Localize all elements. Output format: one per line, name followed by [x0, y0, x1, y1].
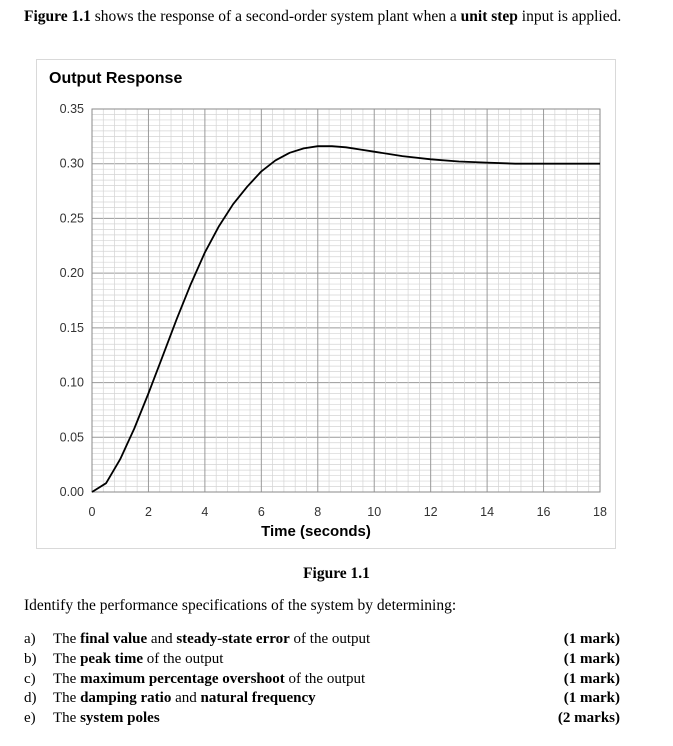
question-text [53, 650, 564, 670]
x-tick-label: 2 [144, 505, 152, 519]
question-mark: (1 mark) [563, 631, 620, 647]
question-emphasis: peak time [80, 650, 143, 667]
question-emphasis: damping ratio [80, 690, 172, 707]
x-tick-label: 14 [480, 505, 495, 519]
question-item [24, 630, 620, 650]
y-tick-label: 0.30 [59, 156, 84, 171]
x-tick-label: 0 [88, 505, 96, 519]
x-tick-label: 10 [367, 505, 382, 519]
question-letter: e) [24, 710, 36, 727]
question-text [53, 630, 564, 650]
response-curve [92, 146, 600, 492]
question-emphasis: maximum percentage overshoot [80, 670, 285, 687]
question-letter: b) [24, 650, 37, 667]
chart-title: Output Response [49, 70, 183, 87]
intro-paragraph [24, 7, 644, 27]
question-text [53, 670, 564, 690]
x-tick-label: 6 [257, 505, 265, 519]
question-letter: a) [24, 631, 36, 647]
question-item [24, 650, 620, 670]
x-tick-label: 12 [423, 505, 438, 519]
question-item [24, 670, 620, 690]
question-text-part: The [53, 670, 81, 687]
y-tick-label: 0.00 [59, 485, 84, 499]
question-text-part: The [53, 710, 81, 727]
question-text-part: The [53, 631, 81, 647]
question-text-part: of the output [143, 650, 224, 667]
question-mark: (2 marks) [557, 710, 620, 727]
question-item [24, 689, 620, 709]
intro-emphasis: unit step [460, 8, 518, 25]
question-mark: (1 mark) [563, 690, 620, 707]
y-tick-label: 0.15 [59, 320, 84, 335]
question-text-part: of the output [289, 631, 371, 647]
output-response-chart [36, 59, 616, 549]
x-tick-label: 18 [593, 505, 607, 519]
question-prompt: Identify the performance specifications of the system by determining: [24, 597, 457, 614]
question-emphasis: system poles [80, 710, 160, 727]
question-list [24, 630, 620, 729]
question-text [53, 689, 564, 709]
intro-text-2: input is applied. [517, 8, 622, 25]
y-tick-label: 0.10 [59, 375, 84, 390]
figure-reference: Figure 1.1 [24, 8, 91, 25]
question-text-part: and [147, 631, 177, 647]
intro-text-1: shows the response of a second-order system plant when a [90, 8, 461, 25]
y-tick-label: 0.20 [59, 266, 84, 281]
chart-plot-area [37, 60, 615, 548]
figure-caption: Figure 1.1 [303, 565, 370, 582]
question-item [24, 709, 620, 729]
y-tick-label: 0.05 [59, 430, 84, 445]
question-emphasis: steady-state error [176, 631, 290, 647]
question-text-part: The [53, 690, 81, 707]
question-text-part: The [53, 650, 81, 667]
x-axis-label: Time (seconds) [261, 523, 371, 540]
question-letter: d) [24, 690, 37, 707]
y-tick-label: 0.25 [59, 211, 84, 226]
question-text-part: of the output [284, 670, 366, 687]
question-mark: (1 mark) [563, 670, 620, 687]
y-tick-label: 0.35 [59, 102, 84, 116]
question-emphasis: natural frequency [200, 690, 316, 707]
question-text [53, 709, 558, 729]
x-tick-label: 16 [536, 505, 551, 519]
question-letter: c) [24, 670, 36, 687]
x-tick-label: 4 [201, 505, 209, 519]
question-emphasis: final value [80, 631, 148, 647]
question-text-part: and [171, 690, 201, 707]
x-tick-label: 8 [314, 505, 322, 519]
question-mark: (1 mark) [563, 650, 620, 667]
